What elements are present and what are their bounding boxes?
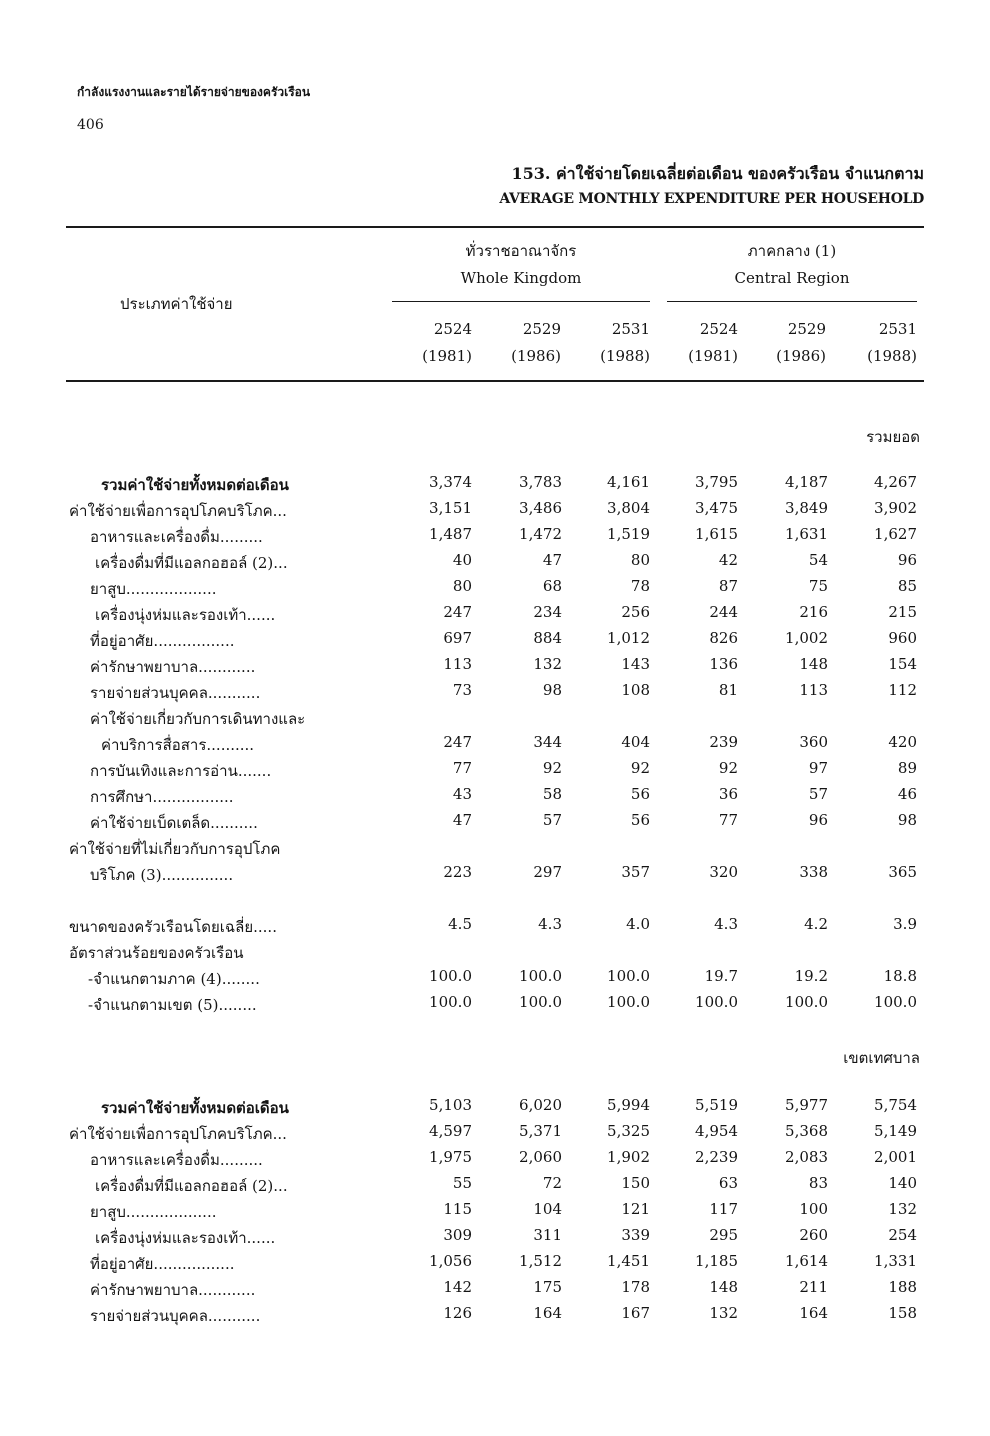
table-cell: 344 (533, 733, 562, 751)
table-cell: 5,368 (785, 1122, 828, 1140)
table-cell: 89 (897, 759, 917, 777)
table-title-english: AVERAGE MONTHLY EXPENDITURE PER HOUSEHOLD (499, 191, 924, 207)
row-label: อัตราส่วนร้อยของครัวเรือน (69, 944, 244, 962)
table-cell: 960 (888, 629, 917, 647)
row-label: ค่าใช้จ่ายเกี่ยวกับการเดินทางและ (90, 710, 306, 728)
table-cell: 254 (888, 1226, 917, 1244)
table-cell: 100.0 (785, 993, 828, 1011)
row-label: -จำแนกตามเขต (5)........ (88, 996, 257, 1014)
group-header-english: Whole Kingdom (460, 269, 582, 287)
table-cell: 1,012 (607, 629, 650, 647)
table-cell: 100.0 (519, 993, 562, 1011)
table-cell: 132 (709, 1304, 738, 1322)
table-cell: 3,849 (785, 499, 828, 517)
table-cell: 100.0 (607, 993, 650, 1011)
table-cell: 148 (709, 1278, 738, 1296)
page-number: 406 (77, 117, 104, 133)
table-cell: 100.0 (695, 993, 738, 1011)
table-cell: 1,451 (607, 1252, 650, 1270)
table-cell: 2,001 (874, 1148, 917, 1166)
table-cell: 216 (799, 603, 828, 621)
table-cell: 360 (799, 733, 828, 751)
table-cell: 188 (888, 1278, 917, 1296)
table-cell: 40 (452, 551, 472, 569)
row-label: บริโภค (3)............... (90, 866, 234, 884)
table-cell: 55 (452, 1174, 472, 1192)
table-cell: 80 (630, 551, 650, 569)
row-label: ยาสูบ................... (90, 1203, 217, 1221)
table-cell: 100.0 (519, 967, 562, 985)
year-header (570, 316, 650, 370)
table-cell: 2,060 (519, 1148, 562, 1166)
table-cell: 320 (709, 863, 738, 881)
table-cell: 77 (718, 811, 738, 829)
year-ce: (1986) (776, 347, 826, 365)
table-cell: 121 (621, 1200, 650, 1218)
table-cell: 5,103 (429, 1096, 472, 1114)
table-cell: 80 (452, 577, 472, 595)
row-label: รวมค่าใช้จ่ายทั้งหมดต่อเดือน (101, 1099, 289, 1117)
table-title-thai: 153. ค่าใช้จ่ายโดยเฉลี่ยต่อเดือน ของครัวเรือน จำแนกตาม (511, 164, 924, 183)
table-cell: 73 (452, 681, 472, 699)
table-cell: 4.3 (714, 915, 738, 933)
group-header-central-region (667, 238, 917, 292)
table-cell: 100.0 (429, 967, 472, 985)
table-cell: 18.8 (883, 967, 917, 985)
section-label-total: รวมยอด (866, 428, 920, 446)
table-cell: 4,597 (429, 1122, 472, 1140)
table-cell: 1,615 (695, 525, 738, 543)
table-cell: 5,994 (607, 1096, 650, 1114)
table-cell: 1,614 (785, 1252, 828, 1270)
table-cell: 98 (897, 811, 917, 829)
year-ce: (1981) (422, 347, 472, 365)
table-cell: 150 (621, 1174, 650, 1192)
year-ce: (1988) (867, 347, 917, 365)
table-cell: 215 (888, 603, 917, 621)
row-label: เครื่องนุ่งห่มและรองเท้า...... (95, 1229, 276, 1247)
table-cell: 2,239 (695, 1148, 738, 1166)
year-ce: (1981) (688, 347, 738, 365)
row-label: -จำแนกตามภาค (4)........ (88, 970, 260, 988)
year-header (746, 316, 826, 370)
table-cell: 6,020 (519, 1096, 562, 1114)
table-cell: 4.0 (626, 915, 650, 933)
table-cell: 47 (542, 551, 562, 569)
table-cell: 92 (718, 759, 738, 777)
row-label: อาหารและเครื่องดื่ม......... (90, 528, 263, 546)
table-cell: 1,185 (695, 1252, 738, 1270)
table-cell: 92 (630, 759, 650, 777)
year-be: 2531 (878, 320, 917, 338)
row-label: ค่าบริการสื่อสาร.......... (101, 736, 255, 754)
table-cell: 1,902 (607, 1148, 650, 1166)
table-cell: 36 (718, 785, 738, 803)
table-cell: 132 (533, 655, 562, 673)
whole-kingdom-underline (392, 301, 650, 302)
table-header-bottom-rule (66, 380, 924, 382)
table-cell: 884 (533, 629, 562, 647)
central-region-underline (667, 301, 917, 302)
row-header-label: ประเภทค่าใช้จ่าย (120, 295, 233, 313)
table-cell: 3,374 (429, 473, 472, 491)
table-cell: 113 (443, 655, 472, 673)
table-cell: 164 (799, 1304, 828, 1322)
table-cell: 113 (799, 681, 828, 699)
table-cell: 211 (799, 1278, 828, 1296)
table-cell: 4.5 (448, 915, 472, 933)
table-cell: 3,151 (429, 499, 472, 517)
table-cell: 339 (621, 1226, 650, 1244)
table-cell: 92 (542, 759, 562, 777)
table-cell: 247 (443, 733, 472, 751)
table-cell: 1,056 (429, 1252, 472, 1270)
table-cell: 140 (888, 1174, 917, 1192)
table-cell: 85 (897, 577, 917, 595)
table-cell: 4.2 (804, 915, 828, 933)
table-cell: 5,371 (519, 1122, 562, 1140)
table-cell: 100.0 (607, 967, 650, 985)
table-cell: 78 (630, 577, 650, 595)
table-cell: 338 (799, 863, 828, 881)
table-cell: 136 (709, 655, 738, 673)
table-cell: 58 (542, 785, 562, 803)
table-cell: 826 (709, 629, 738, 647)
table-cell: 96 (808, 811, 828, 829)
table-cell: 100.0 (874, 993, 917, 1011)
table-cell: 4,267 (874, 473, 917, 491)
table-cell: 3,795 (695, 473, 738, 491)
table-cell: 1,512 (519, 1252, 562, 1270)
table-cell: 4.3 (538, 915, 562, 933)
year-header (837, 316, 917, 370)
table-cell: 47 (452, 811, 472, 829)
year-be: 2524 (433, 320, 472, 338)
table-cell: 1,331 (874, 1252, 917, 1270)
table-cell: 115 (443, 1200, 472, 1218)
group-header-thai: ทั่วราชอาณาจักร (465, 242, 577, 260)
table-cell: 2,083 (785, 1148, 828, 1166)
running-title: กำลังแรงงานและรายได้รายจ่ายของครัวเรือน (77, 85, 311, 99)
table-cell: 4,187 (785, 473, 828, 491)
table-cell: 247 (443, 603, 472, 621)
table-cell: 5,325 (607, 1122, 650, 1140)
year-be: 2531 (611, 320, 650, 338)
table-cell: 97 (808, 759, 828, 777)
table-cell: 295 (709, 1226, 738, 1244)
table-cell: 19.2 (794, 967, 828, 985)
table-cell: 5,977 (785, 1096, 828, 1114)
table-cell: 175 (533, 1278, 562, 1296)
table-cell: 260 (799, 1226, 828, 1244)
table-cell: 1,487 (429, 525, 472, 543)
table-top-rule (66, 226, 924, 228)
row-label: ยาสูบ................... (90, 580, 217, 598)
table-cell: 56 (630, 785, 650, 803)
row-label: อาหารและเครื่องดื่ม......... (90, 1151, 263, 1169)
table-cell: 142 (443, 1278, 472, 1296)
table-cell: 3,783 (519, 473, 562, 491)
table-cell: 132 (888, 1200, 917, 1218)
table-cell: 143 (621, 655, 650, 673)
table-cell: 365 (888, 863, 917, 881)
table-cell: 420 (888, 733, 917, 751)
table-cell: 43 (452, 785, 472, 803)
table-cell: 108 (621, 681, 650, 699)
row-label: ที่อยู่อาศัย................. (90, 632, 235, 650)
row-label: ที่อยู่อาศัย................. (90, 1255, 235, 1273)
group-header-english: Central Region (734, 269, 850, 287)
table-cell: 4,954 (695, 1122, 738, 1140)
group-header-whole-kingdom (392, 238, 650, 292)
table-cell: 4,161 (607, 473, 650, 491)
table-cell: 5,519 (695, 1096, 738, 1114)
table-cell: 164 (533, 1304, 562, 1322)
table-cell: 404 (621, 733, 650, 751)
table-cell: 297 (533, 863, 562, 881)
table-cell: 3,902 (874, 499, 917, 517)
row-label: ค่าใช้จ่ายเพื่อการอุปโภคบริโภค... (69, 1125, 287, 1143)
row-label: ขนาดของครัวเรือนโดยเฉลี่ย..... (69, 918, 277, 936)
table-cell: 112 (888, 681, 917, 699)
row-label: ค่ารักษาพยาบาล............ (90, 658, 256, 676)
table-cell: 3,486 (519, 499, 562, 517)
table-cell: 77 (452, 759, 472, 777)
table-cell: 223 (443, 863, 472, 881)
table-cell: 96 (897, 551, 917, 569)
table-cell: 46 (897, 785, 917, 803)
year-header (481, 316, 561, 370)
year-be: 2524 (699, 320, 738, 338)
year-header (392, 316, 472, 370)
section-label-municipal: เขตเทศบาล (843, 1049, 920, 1067)
table-cell: 75 (808, 577, 828, 595)
table-cell: 72 (542, 1174, 562, 1192)
table-cell: 239 (709, 733, 738, 751)
table-cell: 126 (443, 1304, 472, 1322)
table-cell: 1,472 (519, 525, 562, 543)
table-cell: 42 (718, 551, 738, 569)
row-label: ค่าใช้จ่ายที่ไม่เกี่ยวกับการอุปโภค (69, 840, 281, 858)
table-cell: 311 (533, 1226, 562, 1244)
row-label: ค่าใช้จ่ายเพื่อการอุปโภคบริโภค... (69, 502, 287, 520)
table-cell: 1,519 (607, 525, 650, 543)
table-cell: 87 (718, 577, 738, 595)
year-be: 2529 (787, 320, 826, 338)
row-label: เครื่องดื่มที่มีแอลกอฮอล์ (2)... (95, 554, 288, 572)
table-cell: 83 (808, 1174, 828, 1192)
row-label: ค่าใช้จ่ายเบ็ดเตล็ด.......... (90, 814, 258, 832)
table-cell: 5,754 (874, 1096, 917, 1114)
table-cell: 19.7 (704, 967, 738, 985)
table-cell: 3.9 (893, 915, 917, 933)
table-cell: 57 (808, 785, 828, 803)
table-cell: 56 (630, 811, 650, 829)
table-cell: 1,002 (785, 629, 828, 647)
table-cell: 54 (808, 551, 828, 569)
table-cell: 57 (542, 811, 562, 829)
row-label: รายจ่ายส่วนบุคคล........... (90, 684, 261, 702)
year-ce: (1988) (600, 347, 650, 365)
table-cell: 167 (621, 1304, 650, 1322)
row-label: ค่ารักษาพยาบาล............ (90, 1281, 256, 1299)
row-label: เครื่องดื่มที่มีแอลกอฮอล์ (2)... (95, 1177, 288, 1195)
table-cell: 697 (443, 629, 472, 647)
table-cell: 178 (621, 1278, 650, 1296)
table-cell: 3,475 (695, 499, 738, 517)
table-cell: 98 (542, 681, 562, 699)
row-label: รวมค่าใช้จ่ายทั้งหมดต่อเดือน (101, 476, 289, 494)
table-cell: 357 (621, 863, 650, 881)
table-cell: 104 (533, 1200, 562, 1218)
table-cell: 1,627 (874, 525, 917, 543)
row-label: การศึกษา................. (90, 788, 234, 806)
table-cell: 63 (718, 1174, 738, 1192)
table-cell: 148 (799, 655, 828, 673)
table-cell: 100.0 (429, 993, 472, 1011)
table-cell: 3,804 (607, 499, 650, 517)
table-cell: 256 (621, 603, 650, 621)
table-cell: 5,149 (874, 1122, 917, 1140)
table-cell: 244 (709, 603, 738, 621)
table-cell: 68 (542, 577, 562, 595)
year-header (658, 316, 738, 370)
group-header-thai: ภาคกลาง (1) (747, 242, 837, 260)
table-cell: 1,975 (429, 1148, 472, 1166)
row-label: รายจ่ายส่วนบุคคล........... (90, 1307, 261, 1325)
year-be: 2529 (522, 320, 561, 338)
table-cell: 81 (718, 681, 738, 699)
table-cell: 1,631 (785, 525, 828, 543)
table-cell: 234 (533, 603, 562, 621)
table-cell: 154 (888, 655, 917, 673)
row-label: เครื่องนุ่งห่มและรองเท้า...... (95, 606, 276, 624)
table-cell: 309 (443, 1226, 472, 1244)
table-cell: 158 (888, 1304, 917, 1322)
year-ce: (1986) (511, 347, 561, 365)
row-label: การบันเทิงและการอ่าน....... (90, 762, 272, 780)
table-cell: 117 (709, 1200, 738, 1218)
table-cell: 100 (799, 1200, 828, 1218)
